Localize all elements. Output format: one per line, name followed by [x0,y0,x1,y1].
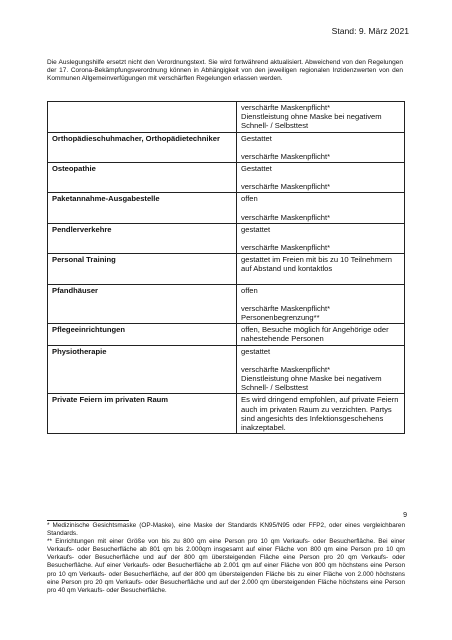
category-cell: Physiotherapie [48,345,237,394]
rule-line: verschärfte Maskenpflicht* [241,103,331,112]
footnote-person-limit: ** Einrichtungen mit einer Größe von bis zu 800 qm eine Person pro 10 qm Verkaufs- oder Besucherfläche. Bei einer Verkaufs- oder Besucherfläche ab 801 qm bis 2.000qm insgesamt auf einer Fläche von 800 qm eine Person pro 10 qm Verkaufs- oder Besucherfläche und auf der 800 qm übersteigenden Fläche eine Person pro 20 qm Verkaufs- oder Besucherfläche. Auf einer Verkaufs- oder Besucherfläche ab 2.001 qm auf einer Fläche von 800 qm höchstens eine Person pro 10 qm Verkaufs- oder Besucherfläche, auf der 800 qm übersteigenden Fläche bis zu einer Fläche von 2.000 höchstens eine Person pro 20 qm Verkaufs- oder Besucherfläche und auf der 2.000 qm übersteigenden Fläche höchstens eine Person pro 40 qm Verkaufs- oder Besucherfläche. [47,538,405,594]
category-cell: Pendlerverkehre [48,223,237,253]
category-cell: Pflegeeinrichtungen [48,324,237,345]
rule-line: gestattet [241,346,271,356]
category-cell: Osteopathie [48,163,237,193]
category-cell: Pfandhäuser [48,284,237,324]
rule-line: offen [241,285,258,295]
rules-table [47,101,405,434]
rules-table-body [48,102,405,434]
document-date: Stand: 9. März 2021 [331,26,409,36]
table-row [48,394,405,434]
table-row [48,254,405,284]
rule-line: offen [241,194,258,204]
category-cell: Paketannahme-Ausgabestelle [48,193,237,223]
rule-line: gestattet im Freien mit bis zu 10 Teilnehmern auf Abstand und kontaktlos [241,255,392,274]
rule-line: gestattet [241,224,271,234]
category-cell: Private Feiern im privaten Raum [48,394,237,434]
rule-cell [237,102,405,133]
footnote-separator [47,520,129,521]
rule-line: verschärfte Maskenpflicht* [241,364,331,374]
rule-cell [237,193,405,223]
category-cell: Personal Training [48,254,237,284]
rule-line: verschärfte Maskenpflicht* [241,182,331,192]
rule-cell [237,394,405,434]
table-row [48,284,405,324]
intro-paragraph: Die Auslegungshilfe ersetzt nicht den Verordnungstext. Sie wird fortwährend aktualisiert. Abweichend von den Regelungen der 17. Corona-Bekämpfungsverordnung können in Abhängigkeit von den jeweiligen regionalen Inzidenzwerten von den Kommunen Allgemeinverfügungen mit verschärften Regelungen erlassen werden. [47,59,403,83]
rule-line: Es wird dringend empfohlen, auf private Feiern auch im privaten Raum zu verzichten. Partys sind angesichts des Infektionsgeschehens inakzeptabel. [241,395,399,433]
rule-line: verschärfte Maskenpflicht* [241,243,331,253]
rule-line: Gestattet [241,164,272,174]
rule-line [241,143,400,152]
rule-line [241,356,400,365]
rule-line [241,204,400,213]
rule-cell [237,324,405,345]
rule-line [241,295,400,304]
table-row [48,324,405,345]
rule-cell [237,163,405,193]
table-row [48,345,405,394]
rule-line: verschärfte Maskenpflicht* [241,303,331,313]
rule-line: Gestattet [241,133,272,143]
rule-line [241,173,400,182]
category-cell [48,102,237,133]
table-row [48,102,405,133]
footnote-mask: * Medizinische Gesichtsmaske (OP-Maske), eine Maske der Standards KN95/N95 oder FFP2, oder eines vergleichbaren Standards. [47,522,405,538]
table-row [48,163,405,193]
category-cell: Orthopädieschuhmacher, Orthopädietechniker [48,132,237,162]
table-row [48,223,405,253]
page-number: 9 [403,512,407,519]
rule-cell [237,223,405,253]
rule-line: verschärfte Maskenpflicht* [241,151,331,161]
rule-line: Dienstleistung ohne Maske bei negativem Schnell- / Selbsttest [241,374,382,393]
rule-line [241,274,400,283]
rule-line: Personenbegrenzung** [241,313,320,323]
rule-cell [237,284,405,324]
footnotes [47,522,405,595]
table-row [48,193,405,223]
rule-line: offen, Besuche möglich für Angehörige oder nahestehende Personen [241,325,389,344]
rule-cell [237,254,405,284]
table-row [48,132,405,162]
rule-cell [237,132,405,162]
rule-line: Dienstleistung ohne Maske bei negativem Schnell- / Selbsttest [241,112,382,131]
rule-line [241,234,400,243]
rule-line: verschärfte Maskenpflicht* [241,212,331,222]
rule-cell [237,345,405,394]
